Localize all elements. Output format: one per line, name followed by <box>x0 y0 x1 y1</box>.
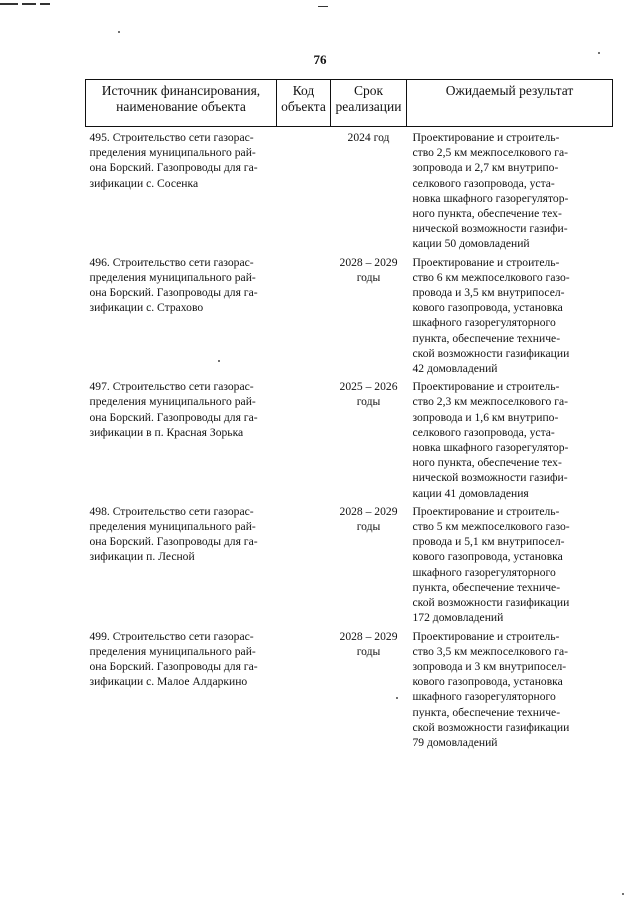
implementation-period-cell-line: 2025 – 2026 <box>339 380 398 394</box>
object-code-cell <box>277 376 331 501</box>
expected-result-cell <box>407 376 613 501</box>
expected-result-cell-line: кации 41 домовладения <box>412 486 529 500</box>
expected-result-cell-line: новка шкафного газорегулятор- <box>412 441 569 455</box>
expected-result-cell-line: зопровода и 1,6 км внутрипо- <box>412 410 559 424</box>
object-name-cell-line: зификации в п. Красная Зорька <box>89 425 244 439</box>
object-name-cell-line: 498. Строительство сети газорас- <box>89 504 254 518</box>
object-name-cell-line: 495. Строительство сети газорас- <box>89 131 254 144</box>
expected-result-cell-line: ской возможности газификации <box>412 596 570 610</box>
header-result <box>407 80 613 127</box>
expected-result-cell-line: селкового газопровода, уста- <box>412 176 555 190</box>
expected-result-cell-line: пункта, обеспечение техниче- <box>412 705 561 719</box>
object-name-cell-line: она Борский. Газопроводы для га- <box>89 286 258 300</box>
expected-result-cell-line: нической возможности газифи- <box>412 222 568 236</box>
expected-result-cell-line: Проектирование и строитель- <box>412 629 560 643</box>
implementation-period-cell <box>331 626 407 751</box>
header-code <box>277 80 331 127</box>
expected-result-cell-line: нической возможности газифи- <box>412 471 568 485</box>
expected-result-cell-line: селкового газопровода, уста- <box>412 425 555 439</box>
expected-result-cell-line: 42 домовладений <box>412 362 498 376</box>
object-name-cell-line: она Борский. Газопроводы для га- <box>89 535 258 549</box>
expected-result-cell-line: Проектирование и строитель- <box>412 380 560 394</box>
header-source-line: наименование объекта <box>116 99 246 114</box>
implementation-period-cell-line: 2028 – 2029 <box>339 255 398 269</box>
implementation-period-cell <box>331 127 407 252</box>
object-name-cell-line: пределения муниципального рай- <box>89 644 256 658</box>
header-source-line: Источник финансирования, <box>101 83 261 98</box>
object-name-cell-line: зификации с. Страхово <box>89 301 204 315</box>
scan-artifact-marks <box>0 0 640 12</box>
expected-result-cell-line: 79 домовладений <box>412 735 498 749</box>
expected-result-cell-line: зопровода и 2,7 км внутрипо- <box>412 161 559 175</box>
table-row <box>86 376 613 501</box>
object-name-cell-line: пределения муниципального рай- <box>89 395 256 409</box>
implementation-period-cell-line: 2024 год <box>347 131 390 144</box>
expected-result-cell-line: провода и 3,5 км внутрипосел- <box>412 286 565 300</box>
object-code-cell <box>277 252 331 377</box>
header-period-line: реализации <box>335 99 402 114</box>
implementation-period-cell-line: годы <box>356 644 381 658</box>
object-name-cell-line: она Борский. Газопроводы для га- <box>89 410 258 424</box>
implementation-period-cell <box>331 252 407 377</box>
object-name-cell-line: 496. Строительство сети газорас- <box>89 255 254 269</box>
header-source <box>86 80 277 127</box>
financing-table-wrapper <box>85 79 612 750</box>
expected-result-cell-line: ской возможности газификации <box>412 720 570 734</box>
financing-table <box>85 79 613 750</box>
object-name-cell <box>86 626 277 751</box>
expected-result-cell <box>407 252 613 377</box>
expected-result-cell-line: шкафного газорегуляторного <box>412 690 556 704</box>
object-name-cell-line: зификации с. Сосенка <box>89 176 199 190</box>
expected-result-cell-line: 172 домовладений <box>412 611 504 625</box>
object-name-cell-line: пределения муниципального рай- <box>89 520 256 534</box>
expected-result-cell-line: ство 3,5 км межпоселкового га- <box>412 644 569 658</box>
object-code-cell <box>277 127 331 252</box>
expected-result-cell-line: кового газопровода, установка <box>412 675 563 689</box>
implementation-period-cell-line: годы <box>356 520 381 534</box>
expected-result-cell-line: новка шкафного газорегулятор- <box>412 191 569 205</box>
table-row <box>86 626 613 751</box>
implementation-period-cell-line: годы <box>356 270 381 284</box>
implementation-period-cell-line: годы <box>356 395 381 409</box>
object-name-cell-line: 497. Строительство сети газорас- <box>89 380 254 394</box>
table-body <box>86 127 613 751</box>
expected-result-cell-line: ного пункта, обеспечение тех- <box>412 207 562 221</box>
header-period <box>331 80 407 127</box>
expected-result-cell-line: ство 2,3 км межпоселкового га- <box>412 395 569 409</box>
object-name-cell <box>86 501 277 626</box>
object-name-cell <box>86 252 277 377</box>
object-name-cell-line: пределения муниципального рай- <box>89 146 256 160</box>
implementation-period-cell-line: 2028 – 2029 <box>339 504 398 518</box>
object-name-cell-line: она Борский. Газопроводы для га- <box>89 659 258 673</box>
implementation-period-cell <box>331 501 407 626</box>
page-number: 76 <box>313 52 327 67</box>
table-row <box>86 501 613 626</box>
expected-result-cell-line: Проектирование и строитель- <box>412 131 560 144</box>
object-code-cell <box>277 501 331 626</box>
expected-result-cell <box>407 127 613 252</box>
expected-result-cell-line: пункта, обеспечение техниче- <box>412 331 561 345</box>
expected-result-cell-line: ного пункта, обеспечение тех- <box>412 456 562 470</box>
object-name-cell-line: зификации п. Лесной <box>89 550 195 564</box>
object-name-cell-line: зификации с. Малое Алдаркино <box>89 675 248 689</box>
object-name-cell <box>86 376 277 501</box>
expected-result-cell <box>407 501 613 626</box>
expected-result-cell-line: Проектирование и строитель- <box>412 504 560 518</box>
expected-result-cell-line: пункта, обеспечение техниче- <box>412 580 561 594</box>
expected-result-cell-line: ской возможности газификации <box>412 346 570 360</box>
expected-result-cell-line: ство 6 км межпоселкового газо- <box>412 270 570 284</box>
expected-result-cell <box>407 626 613 751</box>
table-row <box>86 127 613 252</box>
object-name-cell <box>86 127 277 252</box>
expected-result-cell-line: шкафного газорегуляторного <box>412 565 556 579</box>
expected-result-cell-line: шкафного газорегуляторного <box>412 316 556 330</box>
expected-result-cell-line: провода и 5,1 км внутрипосел- <box>412 535 565 549</box>
object-name-cell-line: 499. Строительство сети газорас- <box>89 629 254 643</box>
expected-result-cell-line: кового газопровода, установка <box>412 550 563 564</box>
header-code-line: объекта <box>281 99 326 114</box>
object-code-cell <box>277 626 331 751</box>
expected-result-cell-line: зопровода и 3 км внутрипосел- <box>412 659 567 673</box>
expected-result-cell-line: ство 5 км межпоселкового газо- <box>412 520 570 534</box>
scan-speck <box>118 31 120 33</box>
implementation-period-cell-line: 2028 – 2029 <box>339 629 398 643</box>
expected-result-cell-line: кового газопровода, установка <box>412 301 563 315</box>
scan-speck <box>622 893 624 895</box>
table-row <box>86 252 613 377</box>
header-period-line: Срок <box>353 83 384 98</box>
header-result-line: Ожидаемый результат <box>445 83 574 98</box>
expected-result-cell-line: Проектирование и строитель- <box>412 255 560 269</box>
object-name-cell-line: она Борский. Газопроводы для га- <box>89 161 258 175</box>
table-header <box>86 80 613 127</box>
object-name-cell-line: пределения муниципального рай- <box>89 270 256 284</box>
expected-result-cell-line: ство 2,5 км межпоселкового га- <box>412 146 569 160</box>
expected-result-cell-line: кации 50 домовладений <box>412 237 530 251</box>
implementation-period-cell <box>331 376 407 501</box>
header-code-line: Код <box>292 83 315 98</box>
